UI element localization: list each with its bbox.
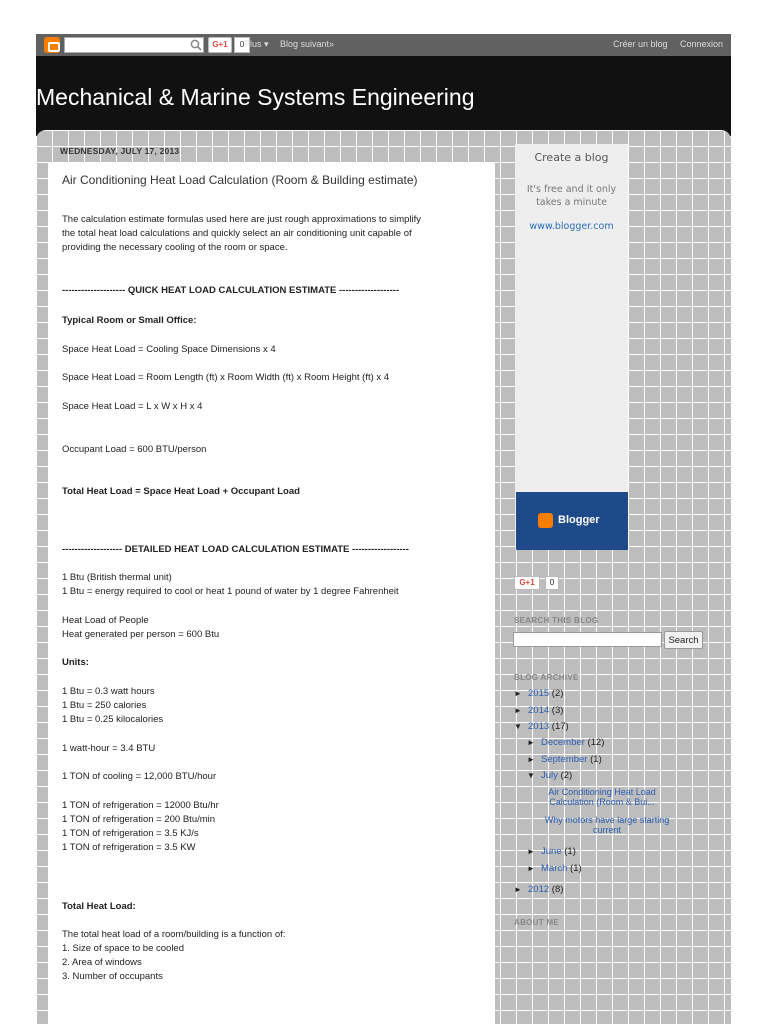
archive-item[interactable]: ► 2014 (3) — [514, 705, 564, 716]
post-line: Occupant Load = 600 BTU/person — [62, 444, 207, 455]
archive-item[interactable]: ► June (1) — [527, 846, 576, 857]
post-line: 1 TON of refrigeration = 3.5 KJ/s — [62, 828, 199, 839]
expand-toggle-icon[interactable]: ► — [514, 706, 522, 715]
expand-toggle-icon[interactable]: ► — [514, 885, 522, 894]
promo-title: Create a blog — [534, 151, 609, 164]
post-line: 2. Area of windows — [62, 957, 142, 968]
post-heading: Units: — [62, 657, 89, 668]
post-line: 1 TON of refrigeration = 3.5 KW — [62, 842, 196, 853]
collapse-toggle-icon[interactable]: ▼ — [514, 722, 522, 731]
more-menu[interactable]: Plus ▾ — [244, 39, 269, 49]
archive-item[interactable]: ► 2015 (2) — [514, 688, 564, 699]
expand-toggle-icon[interactable]: ► — [514, 689, 522, 698]
post-date: WEDNESDAY, JULY 17, 2013 — [60, 146, 180, 156]
archive-item[interactable]: ► March (1) — [527, 863, 582, 874]
expand-toggle-icon[interactable]: ► — [527, 847, 535, 856]
post-line: 1 TON of refrigeration = 12000 Btu/hr — [62, 800, 219, 811]
post — [48, 163, 495, 1024]
post-line: Space Heat Load = Cooling Space Dimensions x 4 — [62, 344, 276, 355]
post-line: 1 Btu = 0.3 watt hours — [62, 686, 155, 697]
post-line: 1 Btu = 0.25 kilocalories — [62, 714, 164, 725]
blogger-banner-label: Blogger — [558, 514, 600, 526]
gplus-count: 0 — [545, 576, 559, 590]
collapse-toggle-icon[interactable]: ▼ — [527, 771, 535, 780]
post-heading: Total Heat Load: — [62, 901, 136, 912]
post-line: 1 Btu (British thermal unit) — [62, 572, 172, 583]
blogger-logo-icon — [538, 513, 553, 528]
archive-item[interactable]: ▼ July (2) — [527, 770, 573, 781]
post-line: 1. Size of space to be cooled — [62, 943, 184, 954]
search-input[interactable] — [513, 632, 662, 647]
archive-item[interactable]: ▼ 2013 (17) — [514, 721, 569, 732]
post-line: Space Heat Load = Room Length (ft) x Room Width (ft) x Room Height (ft) x 4 — [62, 372, 390, 383]
expand-toggle-icon[interactable]: ► — [527, 864, 535, 873]
post-line: 1 Btu = 250 calories — [62, 700, 147, 711]
blog-header — [36, 56, 731, 136]
promo-link[interactable]: www.blogger.com — [529, 221, 614, 232]
post-line: 1 TON of refrigeration = 200 Btu/min — [62, 814, 216, 825]
post-line: Heat Load of People — [62, 615, 149, 626]
post-line: Space Heat Load = L x W x H x 4 — [62, 401, 203, 412]
gplus-button[interactable]: G+1 — [208, 37, 232, 53]
post-line: The total heat load of a room/building is a function of: — [62, 929, 286, 940]
promo-subtitle: It's free and it only takes a minute — [526, 184, 617, 208]
search-icon[interactable] — [189, 38, 203, 52]
post-line: 1 Btu = energy required to cool or heat 1 pound of water by 1 degree Fahrenheit — [62, 586, 399, 597]
post-line: 1 watt-hour = 3.4 BTU — [62, 743, 156, 754]
search-heading: SEARCH THIS BLOG — [514, 616, 599, 625]
next-blog-link[interactable]: Blog suivant» — [280, 39, 335, 49]
post-line: 3. Number of occupants — [62, 971, 163, 982]
about-heading: ABOUT ME — [514, 918, 560, 927]
archive-item[interactable]: ► December (12) — [527, 737, 605, 748]
post-line: Heat generated per person = 600 Btu — [62, 629, 220, 640]
post-heading: ------------------- DETAILED HEAT LOAD CALCULATION ESTIMATE ------------------ — [62, 544, 409, 555]
archive-post-link[interactable]: Air Conditioning Heat Load Calculation (Room & Bui... — [548, 787, 656, 807]
blogger-logo-icon[interactable] — [44, 37, 60, 53]
blogger-navbar — [36, 34, 731, 56]
post-line: providing the necessary cooling of the room or space. — [62, 242, 288, 253]
blogger-banner[interactable] — [516, 492, 628, 550]
blog-title[interactable]: Mechanical & Marine Systems Engineering — [36, 84, 475, 110]
search-button[interactable]: Search — [664, 631, 703, 649]
archive-item[interactable]: ► September (1) — [527, 754, 602, 765]
expand-toggle-icon[interactable]: ► — [527, 755, 535, 764]
post-line: the total heat load calculations and quickly select an air conditioning unit capable of — [62, 228, 412, 239]
archive-post-link[interactable]: Why motors have large starting current — [544, 815, 670, 835]
archive-heading: BLOG ARCHIVE — [514, 673, 579, 682]
post-line: 1 TON of cooling = 12,000 BTU/hour — [62, 771, 217, 782]
navbar-search-input[interactable] — [64, 37, 204, 53]
post-title[interactable]: Air Conditioning Heat Load Calculation (Room & Building estimate) — [62, 173, 418, 187]
post-heading: Typical Room or Small Office: — [62, 315, 197, 326]
create-blog-link[interactable]: Créer un blog — [613, 39, 668, 49]
post-line: The calculation estimate formulas used here are just rough approximations to simplify — [62, 214, 422, 225]
gplus-button[interactable]: G+1 — [514, 576, 540, 590]
post-heading: -------------------- QUICK HEAT LOAD CALCULATION ESTIMATE ------------------- — [62, 285, 400, 296]
post-heading: Total Heat Load = Space Heat Load + Occupant Load — [62, 486, 300, 497]
gplus-count: 0 — [234, 37, 250, 53]
archive-item[interactable]: ► 2012 (8) — [514, 884, 564, 895]
expand-toggle-icon[interactable]: ► — [527, 738, 535, 747]
sign-in-link[interactable]: Connexion — [680, 39, 724, 49]
create-blog-promo[interactable] — [515, 144, 628, 550]
